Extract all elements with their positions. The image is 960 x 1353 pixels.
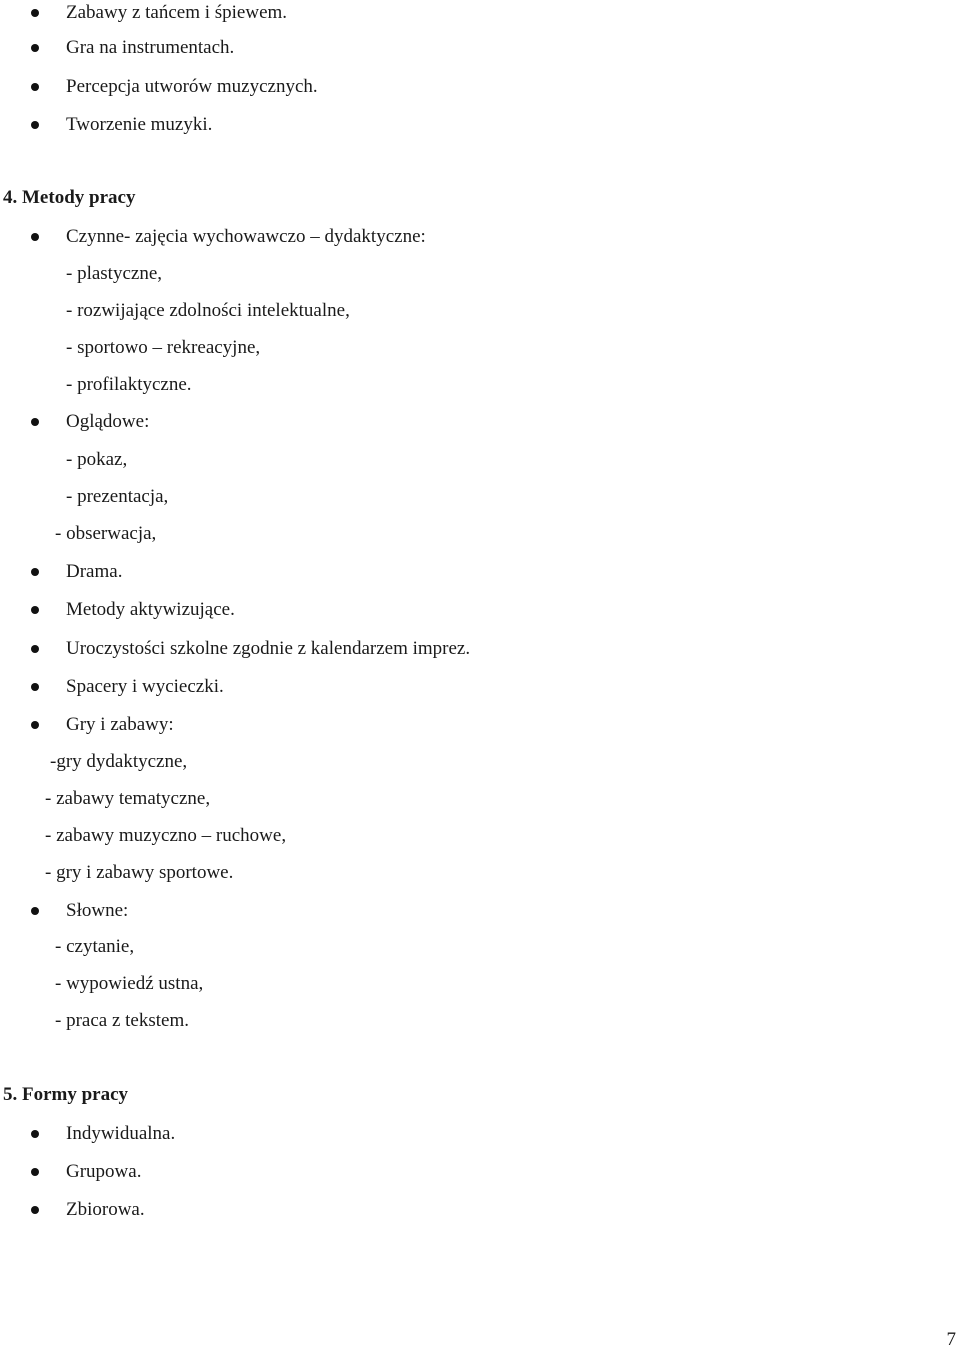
sub-item: - rozwijające zdolności intelektualne,: [66, 300, 350, 321]
bullet-icon: [31, 683, 39, 691]
bullet-icon: [31, 568, 39, 576]
bullet-icon: [31, 645, 39, 653]
sub-item: - wypowiedź ustna,: [55, 973, 204, 994]
bullet-icon: [31, 1168, 39, 1176]
bullet-icon: [31, 1206, 39, 1214]
list-item-text: Grupowa.: [66, 1161, 142, 1182]
bullet-icon: [31, 907, 39, 915]
page-number: 7: [946, 1329, 956, 1350]
sub-item: - praca z tekstem.: [55, 1010, 189, 1031]
bullet-icon: [31, 233, 39, 241]
section-heading-formy-pracy: 5. Formy pracy: [3, 1084, 129, 1105]
sub-item: - prezentacja,: [66, 486, 169, 507]
section-heading-metody-pracy: 4. Metody pracy: [3, 187, 136, 208]
bullet-icon: [31, 83, 39, 91]
bullet-icon: [31, 121, 39, 129]
list-item-text: Zabawy z tańcem i śpiewem.: [66, 2, 288, 23]
list-item-text: Spacery i wycieczki.: [66, 676, 224, 697]
sub-item: -gry dydaktyczne,: [50, 751, 188, 772]
sub-item: - zabawy tematyczne,: [45, 788, 211, 809]
list-item-text: Uroczystości szkolne zgodnie z kalendarzem imprez.: [66, 638, 471, 659]
sub-item: - sportowo – rekreacyjne,: [66, 337, 261, 358]
list-item-text: Czynne- zajęcia wychowawczo – dydaktyczne:: [66, 226, 426, 247]
list-item-text: Zbiorowa.: [66, 1199, 145, 1220]
sub-item: - czytanie,: [55, 936, 135, 957]
bullet-icon: [31, 1130, 39, 1138]
sub-item: - gry i zabawy sportowe.: [45, 862, 234, 883]
list-item-text: Drama.: [66, 561, 123, 582]
list-item-text: Gra na instrumentach.: [66, 37, 235, 58]
sub-item: - plastyczne,: [66, 263, 163, 284]
sub-item: - obserwacja,: [55, 523, 157, 544]
sub-item: - profilaktyczne.: [66, 374, 192, 395]
sub-item: - zabawy muzyczno – ruchowe,: [45, 825, 287, 846]
list-item-text: Gry i zabawy:: [66, 714, 174, 735]
bullet-icon: [31, 9, 39, 17]
list-item-text: Tworzenie muzyki.: [66, 114, 213, 135]
list-item-text: Metody aktywizujące.: [66, 599, 235, 620]
list-item-text: Percepcja utworów muzycznych.: [66, 76, 318, 97]
sub-item: - pokaz,: [66, 449, 128, 470]
list-item-text: Oglądowe:: [66, 411, 150, 432]
bullet-icon: [31, 418, 39, 426]
list-item-text: Słowne:: [66, 900, 129, 921]
bullet-icon: [31, 721, 39, 729]
bullet-icon: [31, 606, 39, 614]
bullet-icon: [31, 44, 39, 52]
list-item-text: Indywidualna.: [66, 1123, 176, 1144]
